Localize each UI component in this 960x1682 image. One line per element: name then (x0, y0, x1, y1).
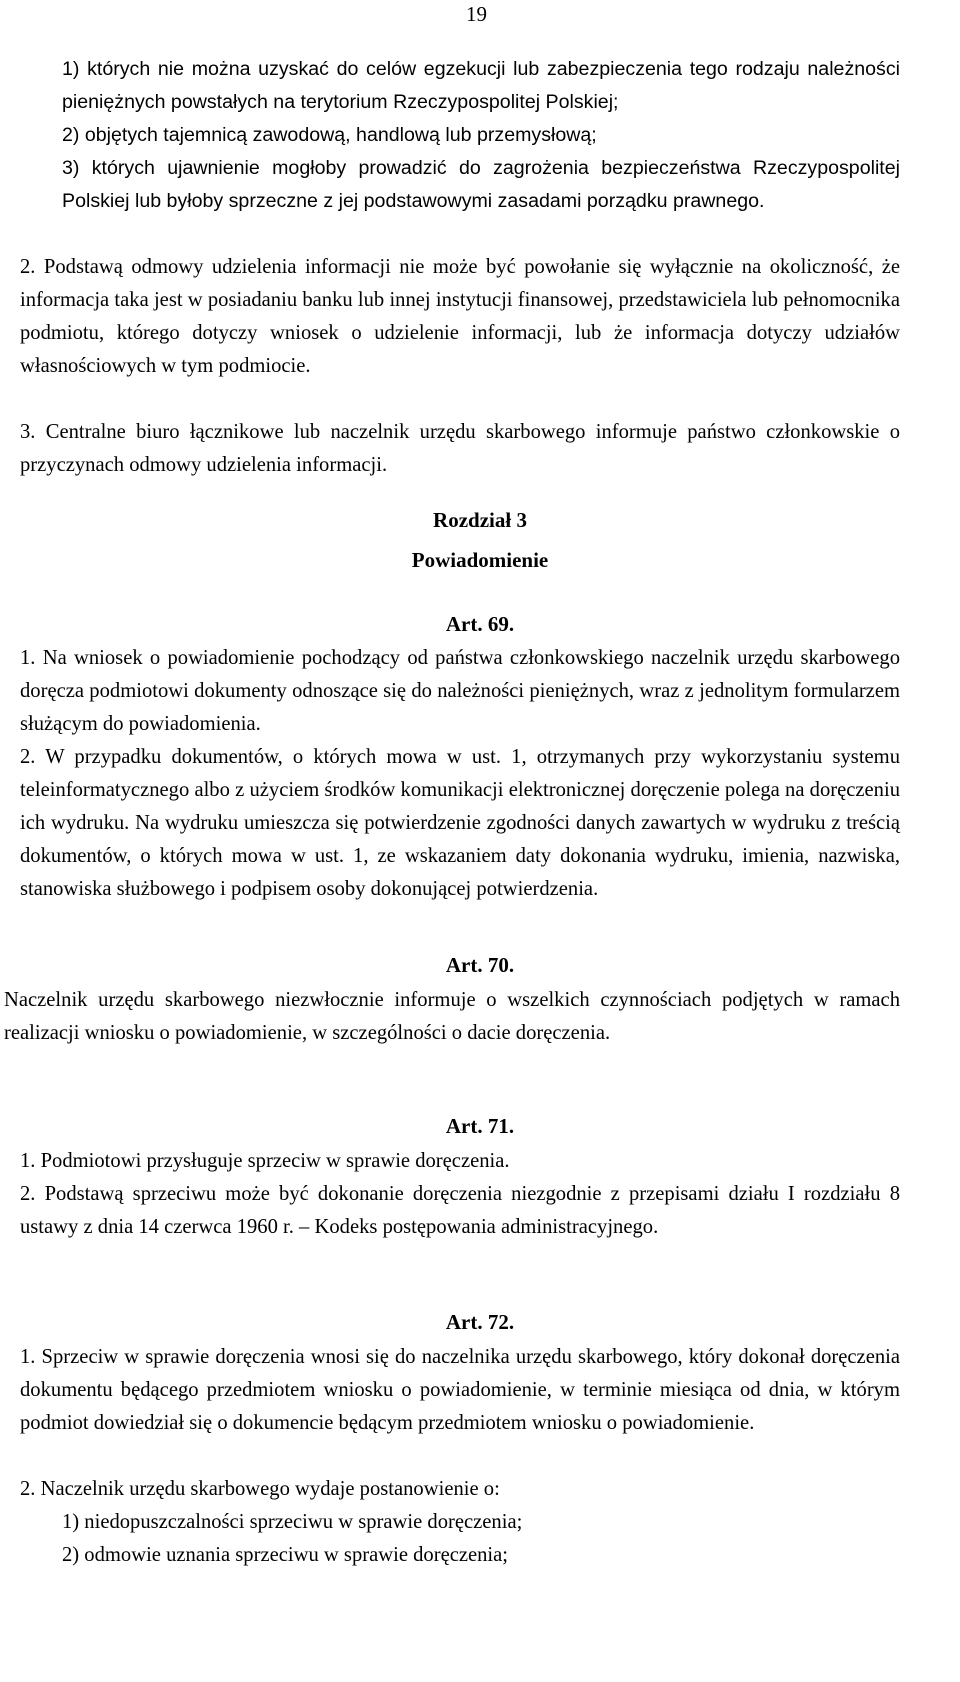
article-71-paragraph-2: 2. Podstawą sprzeciwu może być dokonanie doręczenia niezgodnie z przepisami działu I rozdziału 8 ustawy z dnia 14 czerwca 1960 r. – Kodeks postępowania administracyjnego. (20, 1183, 900, 1238)
paragraph-2: 2. Podstawą odmowy udzielenia informacji nie może być powołanie się wyłącznie na okoliczność, że informacja taka jest w posiadaniu banku lub innej instytucji finansowej, przedstawiciela lub pełnomocnika podmiotu, którego dotyczy wniosek o udzielenie informacji, lub że informacja dotyczy udziałów własnościowych w tym podmiocie. (20, 256, 900, 377)
article-72-paragraph-2: 2. Naczelnik urzędu skarbowego wydaje postanowienie o: (20, 1478, 500, 1500)
list-item-2: 2) objętych tajemnicą zawodową, handlową lub przemysłową; (62, 124, 597, 146)
list-item-1: 1) których nie można uzyskać do celów egzekucji lub zabezpieczenia tego rodzaju należności pieniężnych powstałych na terytorium Rzeczypospolitej Polskiej; (62, 58, 900, 113)
article-70-heading: Art. 70. (445, 953, 515, 977)
article-72-paragraph-1: 1. Sprzeciw w sprawie doręczenia wnosi się do naczelnika urzędu skarbowego, który dokonał doręczenia dokumentu będącego przedmiotem wniosku o powiadomienie, w terminie miesiąca od dnia, w którym podmiot dowiedział się o dokumencie będącym przedmiotem wniosku o powiadomienie. (20, 1346, 900, 1434)
article-70-paragraph: Naczelnik urzędu skarbowego niezwłocznie informuje o wszelkich czynnościach podjętych w ramach realizacji wniosku o powiadomienie, w szczególności o dacie doręczenia. (4, 989, 900, 1044)
article-72-heading: Art. 72. (445, 1310, 515, 1334)
article-71-heading: Art. 71. (445, 1114, 515, 1138)
article-69-paragraph-2: 2. W przypadku dokumentów, o których mowa w ust. 1, otrzymanych przy wykorzystaniu systemu teleinformatycznego albo z użyciem środków komunikacji elektronicznej doręczenie polega na doręczeniu ich wydruku. Na wydruku umieszcza się potwierdzenie zgodności danych zawartych w wydruku z treścią dokumentów, o których mowa w ust. 1, ze wskazaniem daty dokonania wydruku, imienia, nazwiska, stanowiska służbowego i podpisem osoby dokonującej potwierdzenia. (20, 746, 900, 900)
article-72-list-item-2: 2) odmowie uznania sprzeciwu w sprawie doręczenia; (62, 1544, 509, 1566)
chapter-title: Powiadomienie (411, 548, 549, 572)
article-72-list-item-1: 1) niedopuszczalności sprzeciwu w sprawie doręczenia; (62, 1511, 523, 1533)
page-number: 19 (466, 2, 487, 26)
chapter-number: Rozdział 3 (433, 508, 527, 532)
article-69-paragraph-1: 1. Na wniosek o powiadomienie pochodzący od państwa członkowskiego naczelnik urzędu skarbowego doręcza podmiotowi dokumenty odnoszące się do należności pieniężnych, wraz z jednolitym formularzem służącym do powiadomienia. (20, 647, 900, 735)
paragraph-3: 3. Centralne biuro łącznikowe lub naczelnik urzędu skarbowego informuje państwo członkowskie o przyczynach odmowy udzielenia informacji. (20, 421, 900, 476)
list-item-3: 3) których ujawnienie mogłoby prowadzić do zagrożenia bezpieczeństwa Rzeczypospolitej Polskiej lub byłoby sprzeczne z jej podstawowymi zasadami porządku prawnego. (62, 157, 900, 212)
article-69-heading: Art. 69. (445, 612, 515, 636)
article-71-paragraph-1: 1. Podmiotowi przysługuje sprzeciw w sprawie doręczenia. (20, 1150, 510, 1172)
